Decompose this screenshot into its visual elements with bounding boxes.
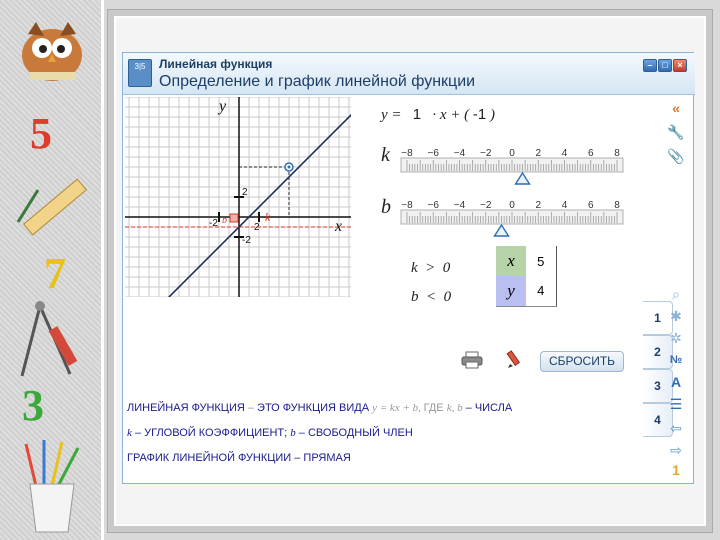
equation-close: ) [490, 107, 495, 123]
wrench-icon[interactable]: 🔧 [667, 124, 685, 140]
pencil-icon[interactable] [505, 350, 523, 370]
y-header: y [496, 276, 526, 306]
k-slider-tick-label: −2 [480, 148, 492, 159]
b-condition: b < 0 [411, 289, 452, 305]
definition-line-2 [127, 421, 512, 446]
owl-picture [0, 0, 104, 90]
digit-3-decoration: 3 [22, 381, 44, 430]
reset-button[interactable]: СБРОСИТЬ [540, 351, 624, 372]
equation-lhs: y = [381, 107, 402, 123]
settings-icon[interactable]: ✲ [670, 330, 682, 346]
k-slider-tick-label: 8 [614, 148, 620, 159]
k-condition: k > 0 [411, 260, 451, 276]
digit-5-decoration: 5 [30, 109, 52, 158]
b-slider-tick-label: 0 [509, 200, 515, 211]
arrow-left-icon[interactable]: ⇦ [670, 420, 682, 436]
close-button[interactable]: × [673, 59, 687, 72]
k-slider-tick-label: 0 [509, 148, 515, 159]
main-content [123, 96, 643, 485]
b-slider-tick-label: −4 [453, 200, 466, 211]
definition-k-symbol: k [127, 427, 132, 439]
magnifier-icon[interactable]: ⌕ [672, 286, 680, 302]
k-slider-thumb[interactable] [516, 173, 530, 184]
sign-conditions [411, 254, 451, 312]
back-arrows-icon[interactable]: « [672, 100, 680, 116]
b-marker[interactable] [230, 214, 238, 222]
list-icon[interactable]: ☰ [669, 396, 683, 412]
definition-line-3: ГРАФИК ЛИНЕЙНОЙ ФУНКЦИИ – ПРЯМАЯ [127, 452, 351, 464]
definition-text-numbers: – ЧИСЛА [462, 402, 513, 414]
k-marker-label: k [265, 210, 271, 224]
tab-1[interactable]: 1 [643, 301, 673, 335]
coordinate-graph[interactable] [125, 97, 351, 297]
minimize-button[interactable]: – [643, 59, 657, 72]
b-slider-tick-label: 2 [535, 200, 542, 211]
b-slider-tick-label: −2 [480, 200, 492, 211]
app-logo-icon: 3|5 [128, 59, 152, 87]
b-slider-tick-label: 8 [614, 200, 620, 211]
font-icon[interactable]: A [670, 374, 682, 390]
point-coordinates-table [496, 246, 557, 307]
x-header: x [496, 246, 526, 276]
b-slider-tick-label: −8 [401, 200, 413, 211]
k-slider-tick-label: −8 [401, 148, 413, 159]
definitions-text [127, 396, 512, 471]
k-slider-tick-label: −4 [453, 148, 466, 159]
x-value[interactable]: 5 [526, 246, 556, 276]
tab-4[interactable]: 4 [643, 403, 673, 437]
k-slider-tick-label: 4 [561, 148, 568, 159]
definition-term: ЛИНЕЙНАЯ ФУНКЦИЯ [127, 402, 245, 414]
b-slider-label: b [381, 196, 391, 218]
k-slider-tick-label: −6 [427, 148, 439, 159]
b-slider-tick-label: 6 [587, 200, 594, 211]
pencil-cup-picture [0, 436, 104, 536]
definition-intercept-text: – СВОБОДНЫЙ ЧЛЕН [295, 427, 413, 439]
equation-b-value: -1 [472, 106, 487, 123]
tick-label-x-2: 2 [254, 222, 260, 233]
decorative-side-panel [0, 0, 104, 540]
compass-picture [0, 296, 104, 386]
definition-dash: – [244, 402, 258, 414]
definition-kb: k, b [446, 402, 463, 414]
y-value[interactable]: 4 [526, 276, 556, 306]
tab-2[interactable]: 2 [643, 335, 673, 369]
graph-point-handle-center [288, 166, 291, 169]
title-bar [123, 53, 695, 95]
definition-line-1 [127, 396, 512, 421]
digit-1-icon[interactable]: 1 [672, 462, 680, 478]
app-window [122, 52, 694, 484]
page-title: Определение и график линейной функции [159, 73, 476, 90]
definition-b-symbol: b [290, 427, 296, 439]
definition-slope-text: – УГЛОВОЙ КОЭФФИЦИЕНТ; [131, 427, 291, 439]
y-axis-label: y [219, 98, 227, 115]
digit-7-decoration: 7 [44, 249, 66, 298]
equation-display [381, 106, 495, 124]
arrow-right-icon[interactable]: ⇨ [670, 442, 682, 458]
print-icon[interactable] [461, 351, 483, 369]
definition-text-where: ГДЕ [423, 402, 447, 414]
paperclip-icon[interactable]: 📎 [667, 148, 685, 164]
ruler-picture [0, 170, 104, 250]
number-icon[interactable]: № [669, 354, 683, 366]
b-slider-thumb[interactable] [495, 225, 509, 236]
tab-3[interactable]: 3 [643, 369, 673, 403]
equation-k-value: 1 [412, 106, 422, 123]
b-marker-label: b [222, 215, 227, 226]
b-slider-tick-label: −6 [427, 200, 439, 211]
b-slider[interactable] [397, 198, 627, 238]
x-axis-label: x [335, 218, 343, 235]
b-slider-tick-label: 4 [561, 200, 568, 211]
k-slider[interactable] [397, 146, 627, 186]
tick-label-y-2: 2 [242, 187, 248, 198]
equation-mid: · x + ( [432, 107, 470, 123]
definition-text-a: ЭТО ФУНКЦИЯ ВИДА [257, 402, 373, 414]
definition-formula: y = kx + b, [372, 402, 424, 414]
window-title: Линейная функция [159, 57, 273, 71]
k-slider-label: k [381, 144, 390, 166]
sparkle-icon[interactable]: ✱ [670, 308, 682, 324]
k-slider-tick-label: 6 [587, 148, 594, 159]
maximize-button[interactable]: □ [658, 59, 672, 72]
k-slider-tick-label: 2 [535, 148, 542, 159]
tick-label-y-minus2: -2 [242, 235, 251, 246]
tick-label-x-minus2: -2 [209, 218, 218, 229]
